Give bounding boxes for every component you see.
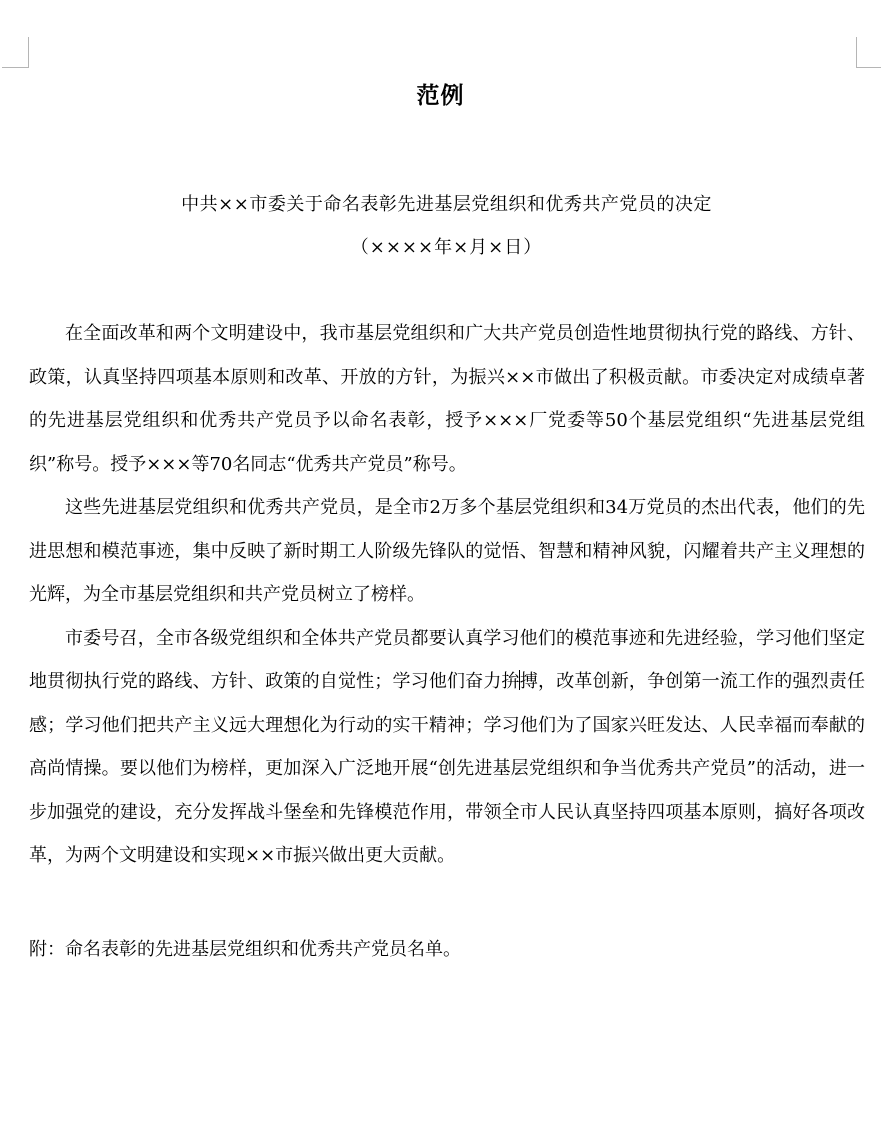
page-corner-mark-top-right xyxy=(856,37,881,68)
document-subtitle: 中共××市委关于命名表彰先进基层党组织和优秀共产党员的决定 xyxy=(181,194,712,215)
body-paragraph: 在全面改革和两个文明建设中，我市基层党组织和广大共产党员创造性地贯彻执行党的路线、方针、政策，认真坚持四项基本原则和改革、开放的方针，为振兴××市做出了积极贡献。市委决定对成绩卓著的先进基层党组织和优秀共产党员予以命名表彰，授予×××厂党委等50个基层党组织“先进基层党组织”称号。授予×××等70名同志“优秀共产党员”称号。 xyxy=(29,323,865,475)
paragraph-text-after-cursor: 搏，改革创新，争创第一流工作的强烈责任感；学习他们把共产主义远大理想化为行动的实干精神；学习他们为了国家兴旺发达、人民幸福而奉献的高尚情操。要以他们为榜样，更加深入广泛地开展“创先进基层党组织和争当优秀共产党员”的活动，进一步加强党的建设，充分发挥战斗堡垒和先锋模范作用，带领全市人民认真坚持四项基本原则，搞好各项改革，为两个文明建设和实现××市振兴做出更大贡献。 xyxy=(29,671,866,866)
page-corner-mark-top-left xyxy=(2,37,29,68)
body-paragraph: 这些先进基层党组织和优秀共产党员，是全市2万多个基层党组织和34万党员的杰出代表，他们的先进思想和模范事迹，集中反映了新时期工人阶级先锋队的觉悟、智慧和精神风貌，闪耀着共产主义理想的光辉，为全市基层党组织和共产党员树立了榜样。 xyxy=(29,497,865,605)
paragraph-text-before-cursor: 市委号召，全市各级党组织和全体共产党员都要认真学习他们的模范事迹和先进经验，学习他们坚定地贯彻执行党的路线、方针、政策的自觉性；学习他们奋力拚 xyxy=(29,627,865,692)
body-paragraph xyxy=(29,617,865,878)
document-body[interactable] xyxy=(29,312,865,878)
document-date: （××××年×月×日） xyxy=(350,237,543,258)
document-title: 范例 xyxy=(416,83,465,109)
attachment-note: 附：命名表彰的先进基层党组织和优秀共产党员名单。 xyxy=(29,939,461,960)
